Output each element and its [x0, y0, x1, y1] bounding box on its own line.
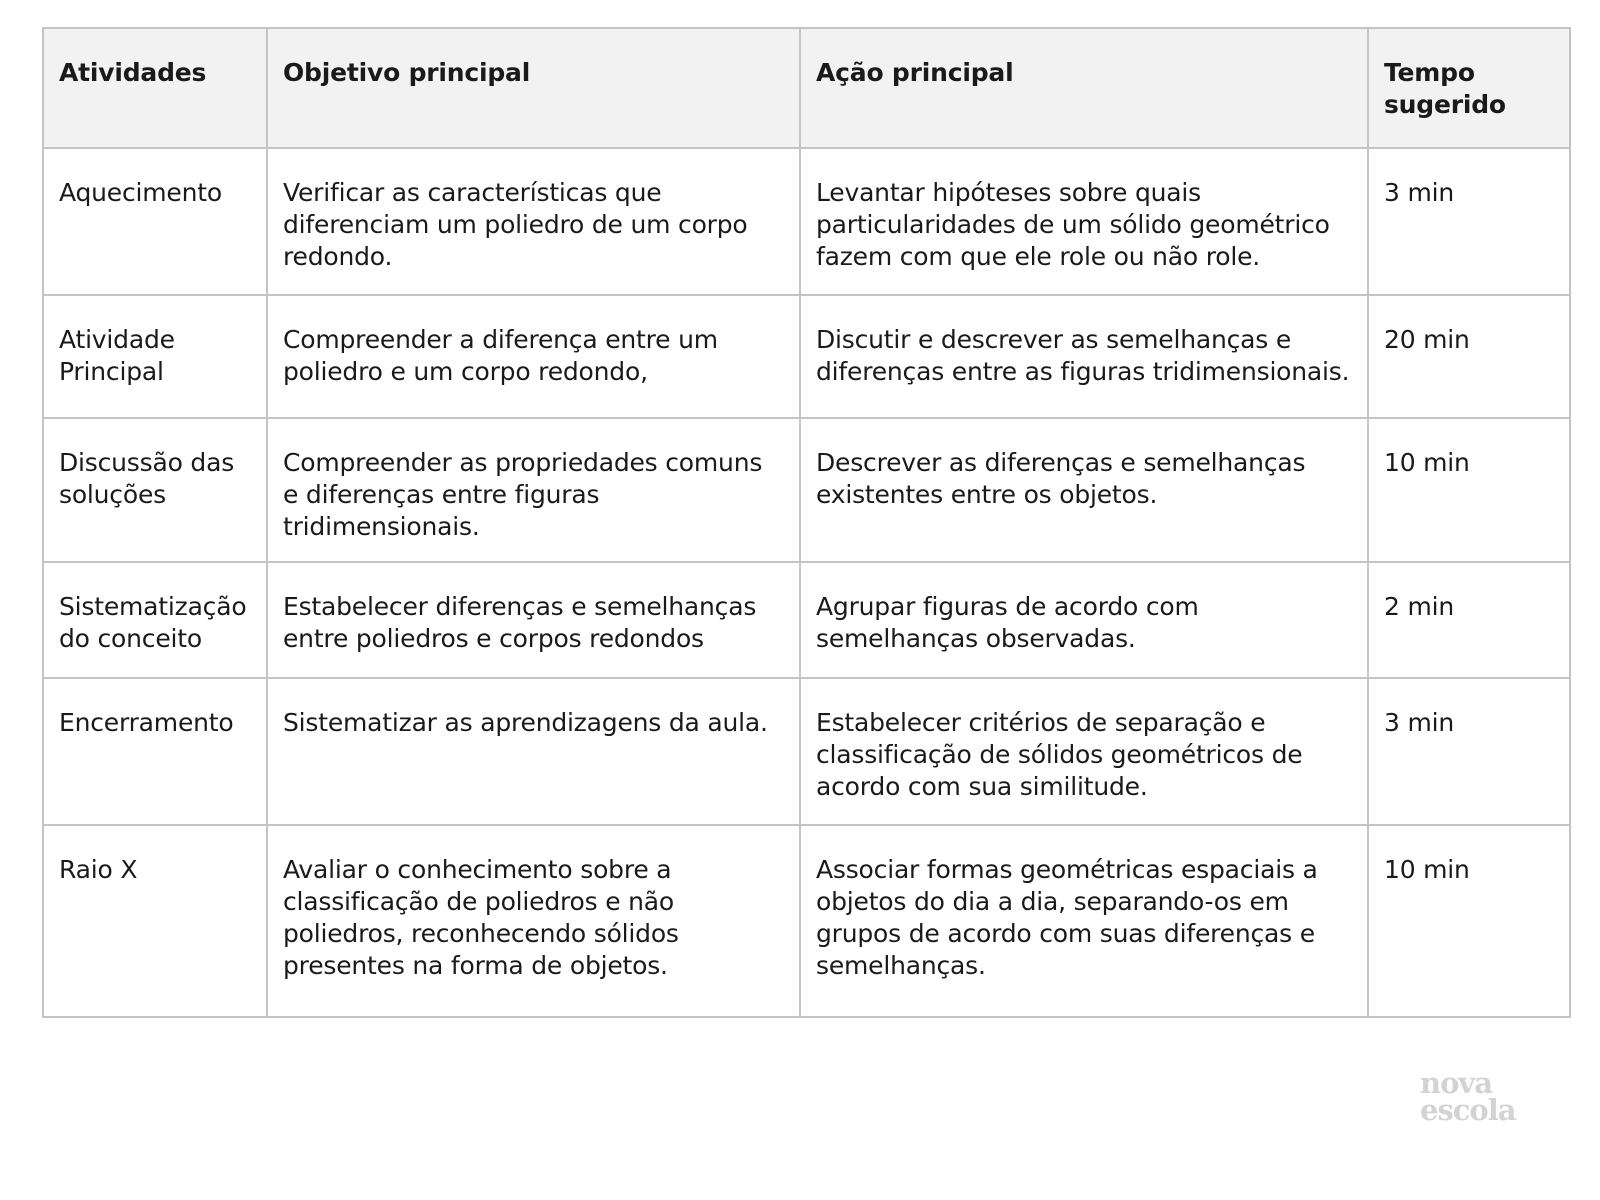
table-row — [43, 825, 1570, 1017]
table-row — [43, 562, 1570, 678]
cell-objetivo: Avaliar o conhecimento sobre a classificação de poliedros e não poliedros, reconhecendo sólidos presentes na forma de objetos. — [267, 825, 800, 1017]
header-tempo: Tempo sugerido — [1368, 28, 1570, 148]
cell-atividade: Aquecimento — [43, 148, 267, 295]
cell-tempo: 3 min — [1368, 148, 1570, 295]
nova-escola-logo — [1420, 1066, 1516, 1127]
cell-atividade: Sistematização do conceito — [43, 562, 267, 678]
lesson-plan-table — [42, 27, 1571, 1018]
cell-objetivo: Estabelecer diferenças e semelhanças entre poliedros e corpos redondos — [267, 562, 800, 678]
cell-tempo: 3 min — [1368, 678, 1570, 825]
cell-atividade: Encerramento — [43, 678, 267, 825]
table-row — [43, 418, 1570, 562]
header-atividades: Atividades — [43, 28, 267, 148]
table-row — [43, 148, 1570, 295]
cell-acao: Descrever as diferenças e semelhanças existentes entre os objetos. — [800, 418, 1368, 562]
cell-atividade: Discussão das soluções — [43, 418, 267, 562]
table-row — [43, 295, 1570, 418]
header-objetivo: Objetivo principal — [267, 28, 800, 148]
cell-objetivo: Compreender as propriedades comuns e diferenças entre figuras tridimensionais. — [267, 418, 800, 562]
cell-acao: Discutir e descrever as semelhanças e diferenças entre as figuras tridimensionais. — [800, 295, 1368, 418]
table-row — [43, 678, 1570, 825]
cell-objetivo: Verificar as características que diferenciam um poliedro de um corpo redondo. — [267, 148, 800, 295]
cell-atividade: Atividade Principal — [43, 295, 267, 418]
cell-acao: Associar formas geométricas espaciais a objetos do dia a dia, separando-os em grupos de acordo com suas diferenças e semelhanças. — [800, 825, 1368, 1017]
cell-tempo: 10 min — [1368, 418, 1570, 562]
cell-objetivo: Sistematizar as aprendizagens da aula. — [267, 678, 800, 825]
cell-atividade: Raio X — [43, 825, 267, 1017]
cell-acao: Levantar hipóteses sobre quais particularidades de um sólido geométrico fazem com que ele role ou não role. — [800, 148, 1368, 295]
cell-tempo: 10 min — [1368, 825, 1570, 1017]
cell-acao: Agrupar figuras de acordo com semelhanças observadas. — [800, 562, 1368, 678]
cell-acao: Estabelecer critérios de separação e classificação de sólidos geométricos de acordo com sua similitude. — [800, 678, 1368, 825]
cell-objetivo: Compreender a diferença entre um poliedro e um corpo redondo, — [267, 295, 800, 418]
header-acao: Ação principal — [800, 28, 1368, 148]
cell-tempo: 2 min — [1368, 562, 1570, 678]
header-row — [43, 28, 1570, 148]
cell-tempo: 20 min — [1368, 295, 1570, 418]
logo-line-nova: nova — [1420, 1066, 1493, 1100]
logo-line-escola: escola — [1420, 1093, 1516, 1127]
